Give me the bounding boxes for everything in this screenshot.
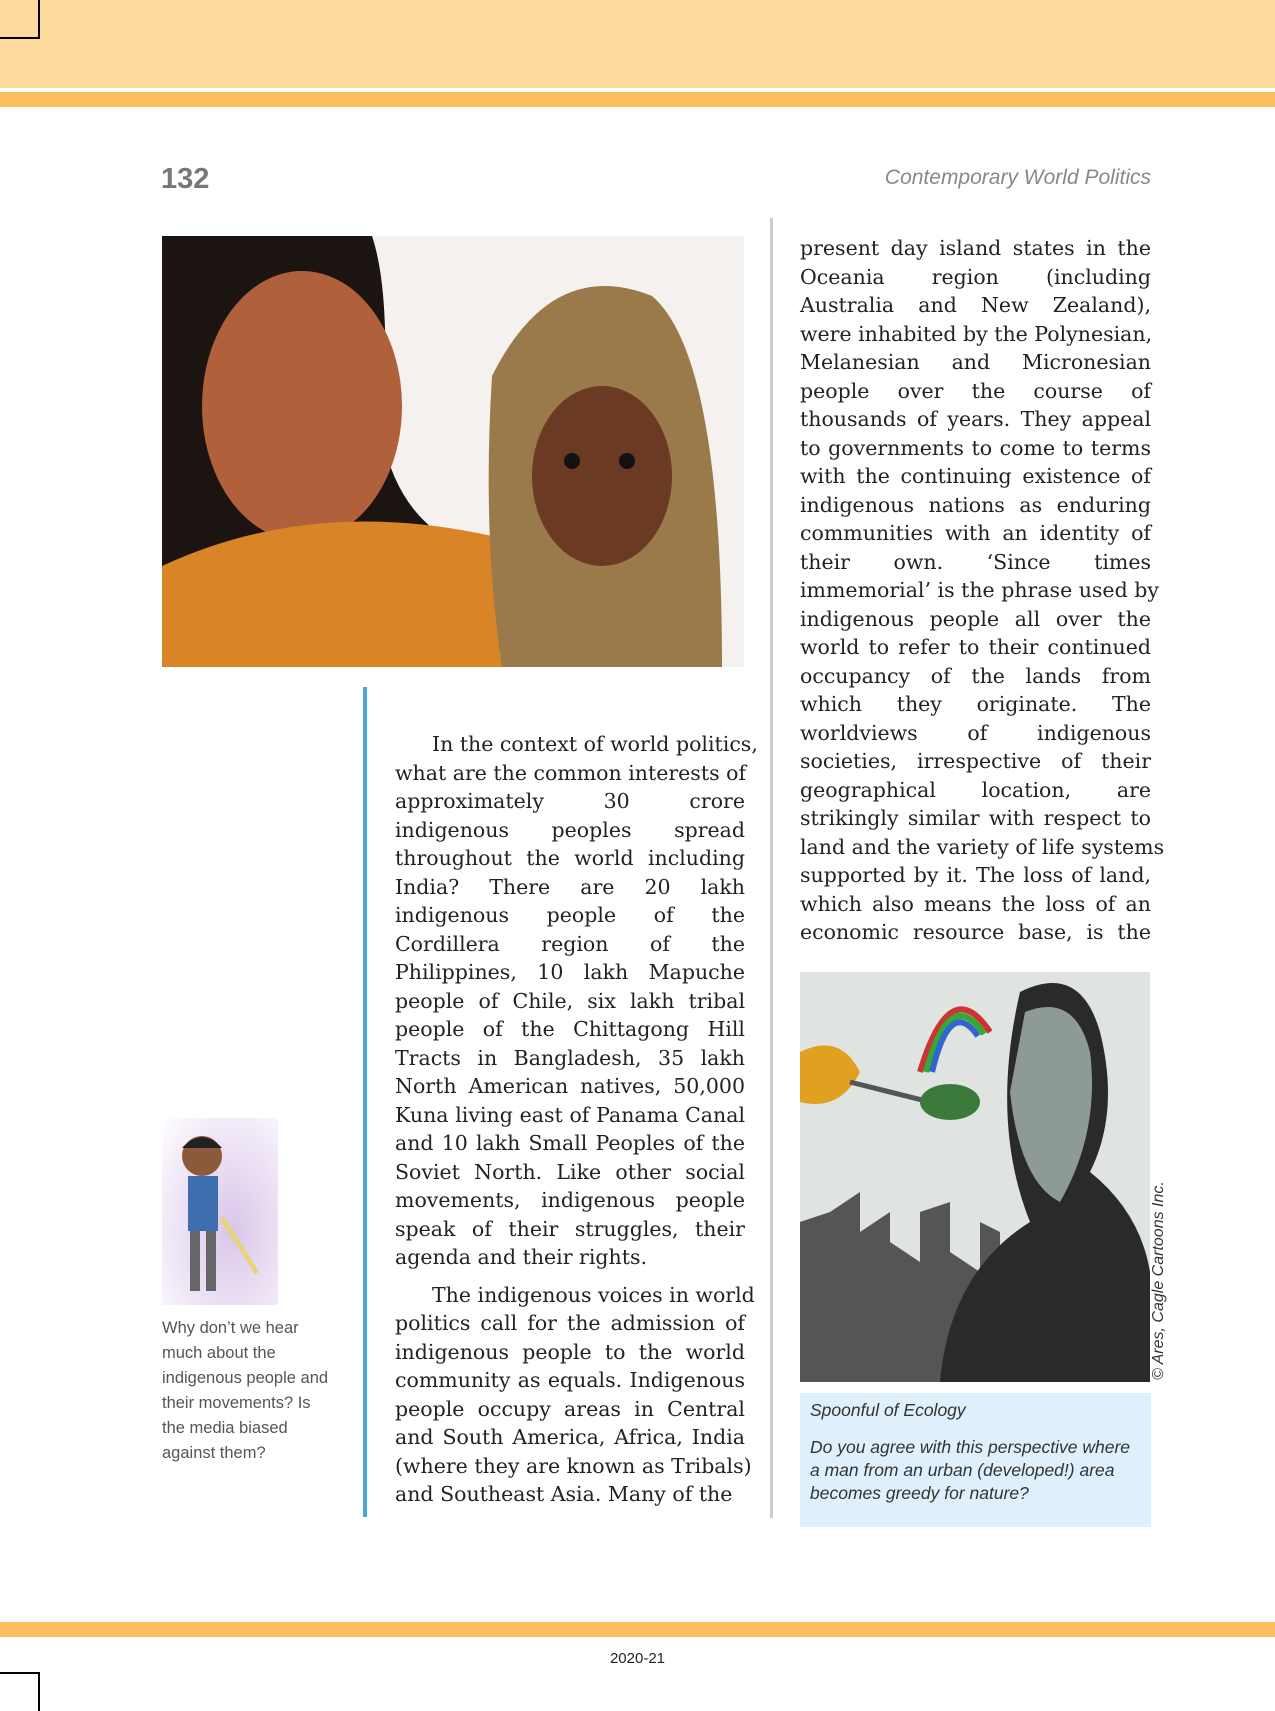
text-line: worldviews of indigenous [800,720,1151,745]
text-line: Cordillera region of the [395,931,745,956]
text-line: and South America, Africa, India [395,1425,745,1449]
edition-year: 2020-21 [609,1650,666,1667]
text-line: In the context of world politics, [432,732,758,756]
text-line: land and the variety of life systems [800,834,1165,859]
text-line: agenda and their rights. [395,1245,648,1269]
text-line: occupancy of the lands from [800,663,1151,688]
text-line: present day island states in the [800,236,1151,260]
cartoon-question: Do you agree with this perspective where a man from an urban (developed!) area becomes greedy for nature? [810,1437,1131,1503]
text-line: thousands of years. They appeal [800,407,1151,431]
text-line: people of Chile, six lakh tribal [395,988,745,1013]
text-line: Kuna living east of Panama Canal [395,1102,745,1127]
text-line: world to refer to their continued [800,635,1151,659]
margin-question: Why don’t we hear much about the indigenous people and their movements? Is the media biased against them? [162,1319,329,1462]
text-line: geographical location, are [800,777,1151,802]
text-line: India? There are 20 lakh [395,874,745,899]
text-line: Soviet North. Like other social [395,1159,745,1184]
text-line: what are the common interests of [395,760,747,785]
text-line: Melanesian and Micronesian [800,350,1151,374]
text-line: to governments to come to terms [800,435,1151,460]
text-line: which they originate. The [800,692,1151,716]
text-line: (where they are known as Tribals) [395,1453,752,1478]
text-line: Tracts in Bangladesh, 35 lakh [395,1045,745,1070]
text-line: indigenous nations as enduring [800,492,1151,517]
text-line: communities with an identity of [800,521,1151,545]
text-line: people over the course of [800,378,1151,403]
text-line: people occupy areas in Central [395,1396,745,1421]
text-line: and Southeast Asia. Many of the [395,1482,733,1506]
top-band [0,92,1275,107]
main-text-column [395,730,758,1509]
right-text-column [800,234,1165,947]
text-line: supported by it. The loss of land, [800,863,1151,887]
text-line: Australia and New Zealand), [800,293,1151,317]
running-title: Contemporary World Politics [884,166,1151,189]
text-line: their own. ‘Since times [800,549,1151,574]
cartoon-caption [800,1393,1151,1527]
text-line: people of the Chittagong Hill [395,1017,745,1041]
crop-mark-bottom [0,1672,40,1711]
text-line: immemorial’ is the phrase used by [800,578,1159,602]
text-line: which also means the loss of an [800,891,1151,916]
text-line: approximately 30 crore [395,789,745,813]
page-number: 132 [161,163,210,195]
text-line: North American natives, 50,000 [395,1074,745,1098]
text-line: were inhabited by the Polynesian, [800,321,1153,346]
text-line: community as equals. Indigenous [395,1368,745,1392]
text-line: indigenous people to the world [395,1339,745,1364]
text-line: indigenous peoples spread [395,817,745,842]
top-banner [0,0,1275,88]
text-line: societies, irrespective of their [800,749,1151,773]
text-line: Philippines, 10 lakh Mapuche [395,960,745,984]
text-line: throughout the world including [395,846,745,870]
text-line: and 10 lakh Small Peoples of the [395,1131,745,1155]
text-line: The indigenous voices in world [432,1282,755,1307]
column-divider [770,218,773,1518]
student-illustration [162,1118,278,1305]
cartoon-title: Spoonful of Ecology [810,1400,966,1420]
spoonful-of-ecology-cartoon [800,972,1150,1382]
cartoon-credit: © Ares, Cagle Cartoons Inc. [1150,1181,1167,1380]
text-line: with the continuing existence of [800,464,1151,488]
text-line: economic resource base, is the [800,920,1151,944]
text-line: speak of their struggles, their [395,1216,745,1241]
text-line: politics call for the admission of [395,1311,745,1335]
bottom-band [0,1622,1275,1637]
margin-rule [363,687,367,1517]
indigenous-people-photo [162,236,744,667]
text-line: indigenous people of the [395,903,745,927]
text-line: Oceania region (including [800,264,1151,289]
crop-mark-top [0,0,40,39]
text-line: strikingly similar with respect to [800,806,1151,830]
text-line: indigenous people all over the [800,606,1151,631]
text-line: movements, indigenous people [395,1188,745,1212]
